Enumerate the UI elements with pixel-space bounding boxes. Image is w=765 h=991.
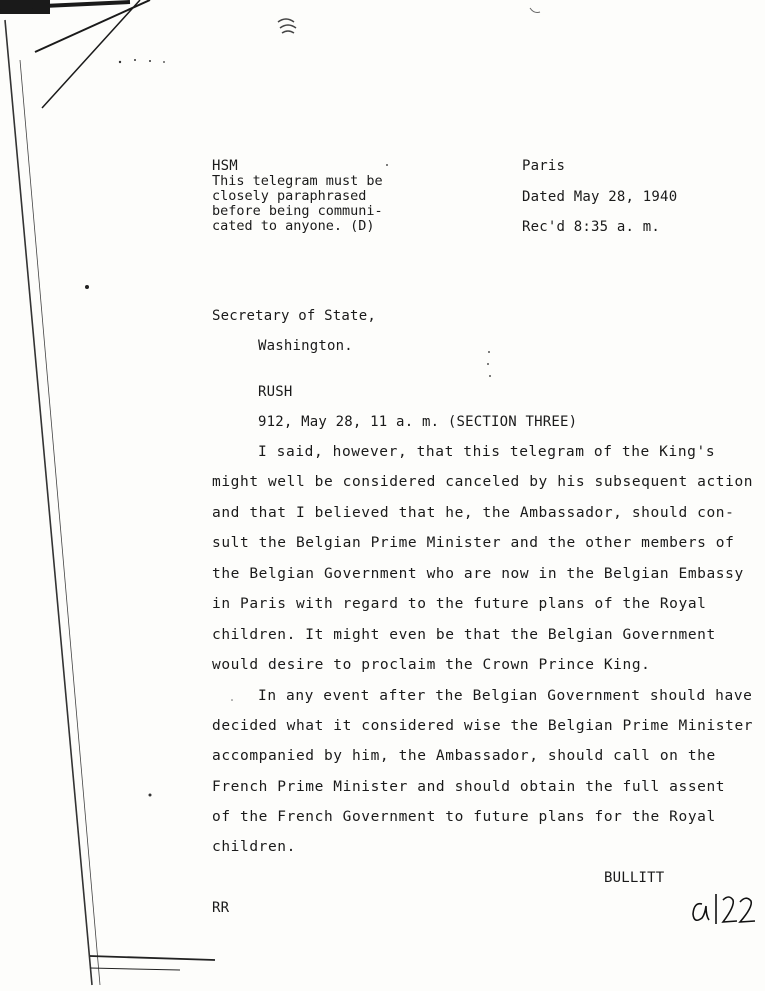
body-line: the Belgian Government who are now in the Belgian Embassy — [212, 566, 744, 582]
notice-line: cated to anyone. (D) — [212, 218, 375, 234]
body-line: and that I believed that he, the Ambassador, should con- — [212, 505, 735, 521]
signature: BULLITT — [604, 870, 665, 886]
body-line: of the French Government to future plans for the Royal — [212, 809, 716, 825]
notice-line: closely paraphrased — [212, 188, 367, 204]
body-line: In any event after the Belgian Government should have — [258, 688, 753, 704]
body-line: children. It might even be that the Belgian Government — [212, 627, 716, 643]
priority: RUSH — [258, 384, 293, 400]
received-line: Rec'd 8:35 a. m. — [522, 219, 661, 235]
notice-line: before being communi- — [212, 203, 383, 219]
addressee-city: Washington. — [258, 338, 353, 354]
message-reference: 912, May 28, 11 a. m. (SECTION THREE) — [258, 414, 578, 430]
body-line: would desire to proclaim the Crown Prince King. — [212, 657, 651, 673]
place: Paris — [522, 158, 566, 174]
body-line: sult the Belgian Prime Minister and the other members of — [212, 535, 735, 551]
body-line: in Paris with regard to the future plans of the Royal — [212, 596, 707, 612]
date-line: Dated May 28, 1940 — [522, 189, 678, 205]
addressee-title: Secretary of State, — [212, 308, 376, 324]
body-line: I said, however, that this telegram of the King's — [258, 444, 716, 460]
typist-initials: RR — [212, 900, 230, 916]
routing-code: HSM — [212, 158, 238, 174]
body-line: decided what it considered wise the Belgian Prime Minister — [212, 718, 754, 734]
body-line: might well be considered canceled by his subsequent action — [212, 474, 754, 490]
body-line: accompanied by him, the Ambassador, should call on the — [212, 748, 716, 764]
handwritten-archive-number — [690, 890, 762, 930]
body-line: French Prime Minister and should obtain the full assent — [212, 779, 726, 795]
notice-line: This telegram must be — [212, 173, 383, 189]
body-line: children. — [212, 839, 296, 855]
